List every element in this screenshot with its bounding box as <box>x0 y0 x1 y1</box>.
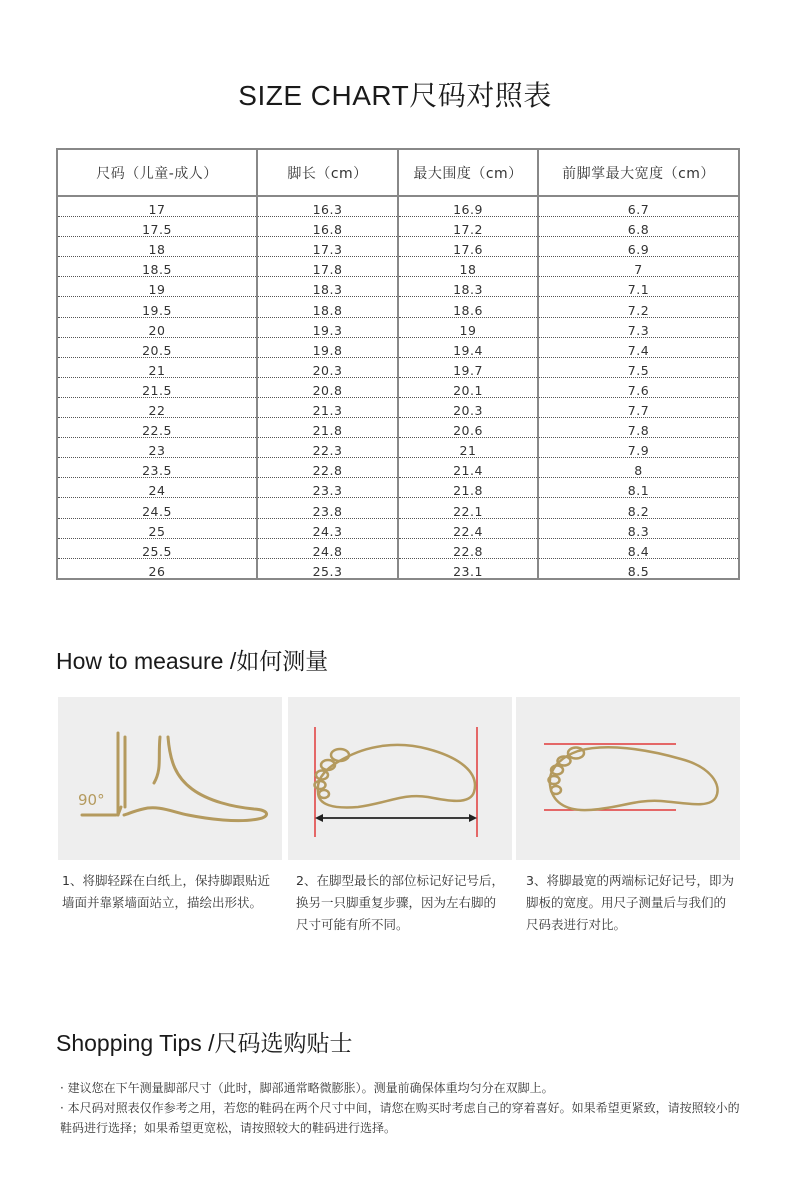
table-row <box>57 277 739 297</box>
cell-size: 18.5 <box>57 257 257 277</box>
cell-forefoot-width: 7.8 <box>538 418 739 438</box>
cell-size: 25 <box>57 518 257 538</box>
measure-section-title: How to measure /如何测量 <box>56 648 329 674</box>
cell-forefoot-width: 7.7 <box>538 397 739 417</box>
measure-step-3-illustration <box>516 697 740 860</box>
cell-max-girth: 22.4 <box>398 518 538 538</box>
cell-foot-length: 20.3 <box>257 357 398 377</box>
cell-max-girth: 21 <box>398 438 538 458</box>
cell-foot-length: 18.8 <box>257 297 398 317</box>
cell-forefoot-width: 7.3 <box>538 317 739 337</box>
cell-forefoot-width: 8.1 <box>538 478 739 498</box>
column-header-max-girth: 最大围度（cm） <box>398 149 538 196</box>
tip-line: · 建议您在下午测量脚部尺寸（此时，脚部通常略微膨胀）。测量前确保体重均匀分在双脚上。 <box>60 1081 554 1095</box>
cell-forefoot-width: 7.6 <box>538 377 739 397</box>
measure-step-3-text: 3、将脚最宽的两端标记好记号，即为脚板的宽度。用尺子测量后与我们的尺码表进行对比。 <box>526 873 734 932</box>
cell-size: 19 <box>57 277 257 297</box>
cell-max-girth: 20.6 <box>398 418 538 438</box>
cell-max-girth: 19 <box>398 317 538 337</box>
cell-size: 23.5 <box>57 458 257 478</box>
cell-size: 22 <box>57 397 257 417</box>
cell-foot-length: 17.3 <box>257 237 398 257</box>
cell-foot-length: 20.8 <box>257 377 398 397</box>
cell-forefoot-width: 7.9 <box>538 438 739 458</box>
tip-line: · 本尺码对照表仅作参考之用，若您的鞋码在两个尺寸中间，请您在购买时考虑自己的穿着喜好。如果希望更紧致，请按照较小的鞋码进行选择；如果希望更宽松，请按照较大的鞋码进行选择。 <box>60 1101 740 1135</box>
cell-forefoot-width: 8.2 <box>538 498 739 518</box>
cell-forefoot-width: 7.2 <box>538 297 739 317</box>
table-row <box>57 478 739 498</box>
angle-label: 90° <box>78 791 105 809</box>
page-title: SIZE CHART尺码对照表 <box>238 80 552 111</box>
cell-size: 24 <box>57 478 257 498</box>
table-row <box>57 518 739 538</box>
table-row <box>57 498 739 518</box>
cell-max-girth: 18 <box>398 257 538 277</box>
cell-max-girth: 20.3 <box>398 397 538 417</box>
cell-forefoot-width: 8.4 <box>538 538 739 558</box>
table-row <box>57 237 739 257</box>
table-row <box>57 357 739 377</box>
measure-step-1-illustration <box>58 697 282 860</box>
cell-max-girth: 18.6 <box>398 297 538 317</box>
measure-step-2-illustration <box>288 697 512 860</box>
cell-forefoot-width: 8 <box>538 458 739 478</box>
table-row <box>57 297 739 317</box>
table-row <box>57 377 739 397</box>
cell-size: 20 <box>57 317 257 337</box>
cell-forefoot-width: 7.1 <box>538 277 739 297</box>
size-chart-table <box>56 148 740 580</box>
cell-foot-length: 17.8 <box>257 257 398 277</box>
cell-forefoot-width: 8.3 <box>538 518 739 538</box>
table-header-row <box>57 149 739 196</box>
table-row <box>57 317 739 337</box>
cell-max-girth: 19.4 <box>398 337 538 357</box>
cell-foot-length: 21.8 <box>257 418 398 438</box>
cell-forefoot-width: 6.8 <box>538 217 739 237</box>
foot-length-measure-icon <box>288 697 512 860</box>
foot-width-measure-icon <box>516 697 740 860</box>
table-row <box>57 397 739 417</box>
cell-size: 17 <box>57 196 257 217</box>
cell-foot-length: 19.8 <box>257 337 398 357</box>
cell-foot-length: 19.3 <box>257 317 398 337</box>
cell-size: 24.5 <box>57 498 257 518</box>
cell-max-girth: 18.3 <box>398 277 538 297</box>
cell-foot-length: 23.8 <box>257 498 398 518</box>
cell-max-girth: 16.9 <box>398 196 538 217</box>
cell-forefoot-width: 7.5 <box>538 357 739 377</box>
cell-foot-length: 23.3 <box>257 478 398 498</box>
measure-step-2-text: 2、在脚型最长的部位标记好记号后，换另一只脚重复步骤，因为左右脚的尺寸可能有所不同。 <box>296 873 504 932</box>
cell-size: 21 <box>57 357 257 377</box>
cell-max-girth: 22.8 <box>398 538 538 558</box>
cell-foot-length: 16.8 <box>257 217 398 237</box>
table-row <box>57 217 739 237</box>
cell-foot-length: 24.8 <box>257 538 398 558</box>
cell-forefoot-width: 6.9 <box>538 237 739 257</box>
cell-size: 25.5 <box>57 538 257 558</box>
column-header-size: 尺码（儿童-成人） <box>57 149 257 196</box>
table-row <box>57 438 739 458</box>
cell-size: 22.5 <box>57 418 257 438</box>
table-row <box>57 257 739 277</box>
cell-max-girth: 22.1 <box>398 498 538 518</box>
cell-size: 26 <box>57 558 257 579</box>
cell-size: 19.5 <box>57 297 257 317</box>
table-row <box>57 558 739 579</box>
table-row <box>57 538 739 558</box>
cell-foot-length: 16.3 <box>257 196 398 217</box>
cell-forefoot-width: 8.5 <box>627 563 650 579</box>
cell-max-girth: 21.4 <box>398 458 538 478</box>
size-table-body <box>57 196 739 579</box>
cell-max-girth: 20.1 <box>398 377 538 397</box>
cell-foot-length: 22.8 <box>257 458 398 478</box>
cell-size: 18 <box>57 237 257 257</box>
tips-section-title: Shopping Tips /尺码选购贴士 <box>56 1030 353 1056</box>
cell-foot-length: 24.3 <box>257 518 398 538</box>
cell-size: 20.5 <box>57 337 257 357</box>
cell-size: 21.5 <box>57 377 257 397</box>
cell-foot-length: 18.3 <box>257 277 398 297</box>
cell-size: 23 <box>57 438 257 458</box>
cell-max-girth: 19.7 <box>398 357 538 377</box>
table-row <box>57 196 739 217</box>
measure-step-1-text: 1、将脚轻踩在白纸上，保持脚跟贴近墙面并靠紧墙面站立，描绘出形状。 <box>62 873 270 910</box>
cell-foot-length: 25.3 <box>257 558 398 579</box>
table-row <box>57 418 739 438</box>
cell-forefoot-width: 7.4 <box>538 337 739 357</box>
cell-max-girth: 17.2 <box>398 217 538 237</box>
table-row <box>57 337 739 357</box>
cell-foot-length: 22.3 <box>257 438 398 458</box>
table-row <box>57 458 739 478</box>
column-header-foot-length: 脚长（cm） <box>257 149 398 196</box>
cell-forefoot-width: 6.7 <box>538 196 739 217</box>
column-header-forefoot-width: 前脚掌最大宽度（cm） <box>538 149 739 196</box>
cell-max-girth: 21.8 <box>398 478 538 498</box>
cell-max-girth: 17.6 <box>398 237 538 257</box>
cell-foot-length: 21.3 <box>257 397 398 417</box>
cell-max-girth: 23.1 <box>398 558 538 579</box>
foot-side-view-icon <box>58 697 282 860</box>
cell-size: 17.5 <box>57 217 257 237</box>
cell-forefoot-width: 7 <box>538 257 739 277</box>
shopping-tips-list <box>60 1078 740 1138</box>
